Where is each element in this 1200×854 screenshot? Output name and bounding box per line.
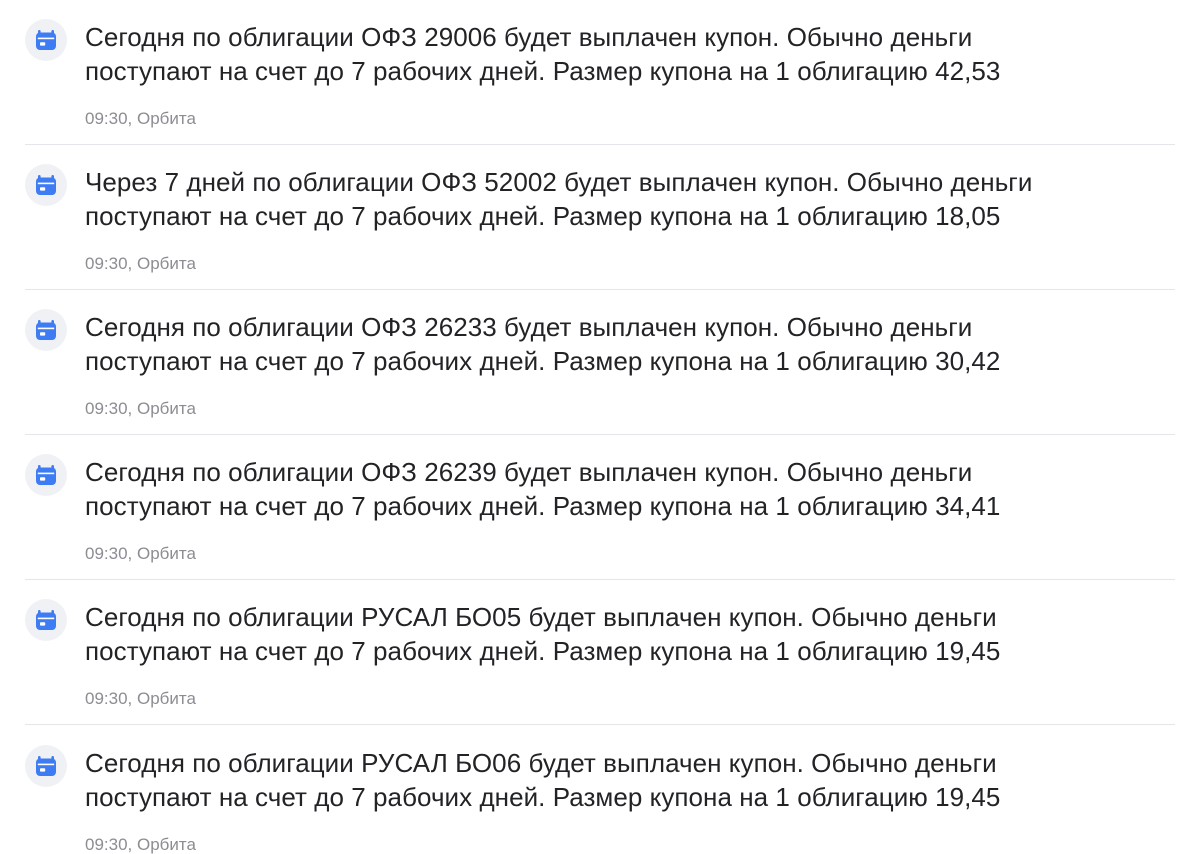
notification-item[interactable] [0, 580, 1200, 725]
notification-line: поступают на счет до 7 рабочих дней. Размер купона на 1 облигацию 18,05 [85, 201, 1001, 231]
notification-line: Сегодня по облигации РУСАЛ БО05 будет выплачен купон. Обычно деньги [85, 602, 997, 632]
notification-time: 09:30 [85, 399, 128, 418]
notification-text [85, 600, 1180, 668]
notification-line: поступают на счет до 7 рабочих дней. Размер купона на 1 облигацию 30,42 [85, 346, 1001, 376]
notification-line: поступают на счет до 7 рабочих дней. Размер купона на 1 облигацию 34,41 [85, 491, 1001, 521]
notification-meta: 09:30, Орбита [85, 544, 196, 563]
notification-text [85, 20, 1180, 88]
notification-time: 09:30 [85, 689, 128, 708]
notification-line: Сегодня по облигации ОФЗ 26239 будет выплачен купон. Обычно деньги [85, 457, 973, 487]
notification-line: Сегодня по облигации ОФЗ 26233 будет выплачен купон. Обычно деньги [85, 312, 973, 342]
calendar-icon [25, 599, 67, 641]
notification-line: поступают на счет до 7 рабочих дней. Размер купона на 1 облигацию 42,53 [85, 56, 1001, 86]
calendar-icon [25, 309, 67, 351]
notification-item[interactable] [0, 0, 1200, 145]
notification-source: Орбита [137, 689, 196, 708]
notification-time: 09:30 [85, 109, 128, 128]
calendar-icon [25, 745, 67, 787]
notification-item[interactable] [0, 726, 1200, 854]
notification-source: Орбита [137, 835, 196, 854]
calendar-icon [25, 454, 67, 496]
notification-line: поступают на счет до 7 рабочих дней. Размер купона на 1 облигацию 19,45 [85, 636, 1001, 666]
notification-item[interactable] [0, 290, 1200, 435]
notification-meta: 09:30, Орбита [85, 109, 196, 128]
notification-text [85, 165, 1180, 233]
notification-line: поступают на счет до 7 рабочих дней. Размер купона на 1 облигацию 19,45 [85, 782, 1001, 812]
calendar-icon [25, 164, 67, 206]
notification-meta: 09:30, Орбита [85, 399, 196, 418]
notification-source: Орбита [137, 254, 196, 273]
notification-source: Орбита [137, 544, 196, 563]
notification-line: Через 7 дней по облигации ОФЗ 52002 будет выплачен купон. Обычно деньги [85, 167, 1033, 197]
notification-text [85, 746, 1180, 814]
notification-meta: 09:30, Орбита [85, 835, 196, 854]
notification-line: Сегодня по облигации РУСАЛ БО06 будет выплачен купон. Обычно деньги [85, 748, 997, 778]
notification-time: 09:30 [85, 544, 128, 563]
notification-meta: 09:30, Орбита [85, 689, 196, 708]
notification-meta: 09:30, Орбита [85, 254, 196, 273]
notification-line: Сегодня по облигации ОФЗ 29006 будет выплачен купон. Обычно деньги [85, 22, 973, 52]
notification-text [85, 310, 1180, 378]
calendar-icon [25, 19, 67, 61]
notification-item[interactable] [0, 145, 1200, 290]
notification-time: 09:30 [85, 254, 128, 273]
notification-source: Орбита [137, 399, 196, 418]
notification-source: Орбита [137, 109, 196, 128]
notification-time: 09:30 [85, 835, 128, 854]
divider [25, 724, 1175, 725]
notification-item[interactable] [0, 435, 1200, 580]
notification-text [85, 455, 1180, 523]
